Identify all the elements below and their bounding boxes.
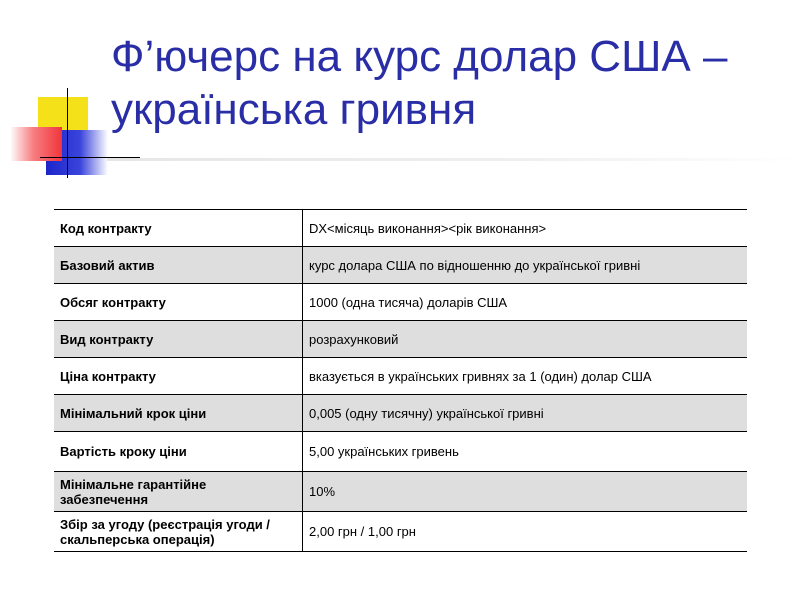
slide-title: Ф’ючерс на курс долар США – українська гривня xyxy=(111,32,728,134)
table-row xyxy=(54,210,747,247)
row-label: Код контракту xyxy=(54,210,303,247)
table-row xyxy=(54,432,747,472)
row-value: 10% xyxy=(303,472,748,512)
row-value: 0,005 (одну тисячну) української гривні xyxy=(303,395,748,432)
row-label: Збір за угоду (реєстрація угоди / скальперська операція) xyxy=(54,512,303,552)
row-value: 5,00 українських гривень xyxy=(303,432,748,472)
row-value: DX<місяць виконання><рік виконання> xyxy=(303,210,748,247)
row-value: курс долара США по відношенню до української гривні xyxy=(303,247,748,284)
row-label: Обсяг контракту xyxy=(54,284,303,321)
row-label: Мінімальне гарантійне забезпечення xyxy=(54,472,303,512)
table-row xyxy=(54,284,747,321)
row-value: 1000 (одна тисяча) доларів США xyxy=(303,284,748,321)
row-value: 2,00 грн / 1,00 грн xyxy=(303,512,748,552)
table-row xyxy=(54,512,747,552)
decor-red-square xyxy=(10,127,62,161)
row-value: вказується в українських гривнях за 1 (один) долар США xyxy=(303,358,748,395)
row-label: Вартість кроку ціни xyxy=(54,432,303,472)
table-row xyxy=(54,395,747,432)
row-label: Вид контракту xyxy=(54,321,303,358)
table-row xyxy=(54,247,747,284)
contract-spec-table xyxy=(54,209,747,552)
table-row xyxy=(54,321,747,358)
row-value: розрахунковий xyxy=(303,321,748,358)
decor-vertical-line xyxy=(67,88,68,178)
row-label: Мінімальний крок ціни xyxy=(54,395,303,432)
title-underline xyxy=(107,158,800,161)
table-row xyxy=(54,472,747,512)
row-label: Базовий актив xyxy=(54,247,303,284)
row-label: Ціна контракту xyxy=(54,358,303,395)
table-row xyxy=(54,358,747,395)
